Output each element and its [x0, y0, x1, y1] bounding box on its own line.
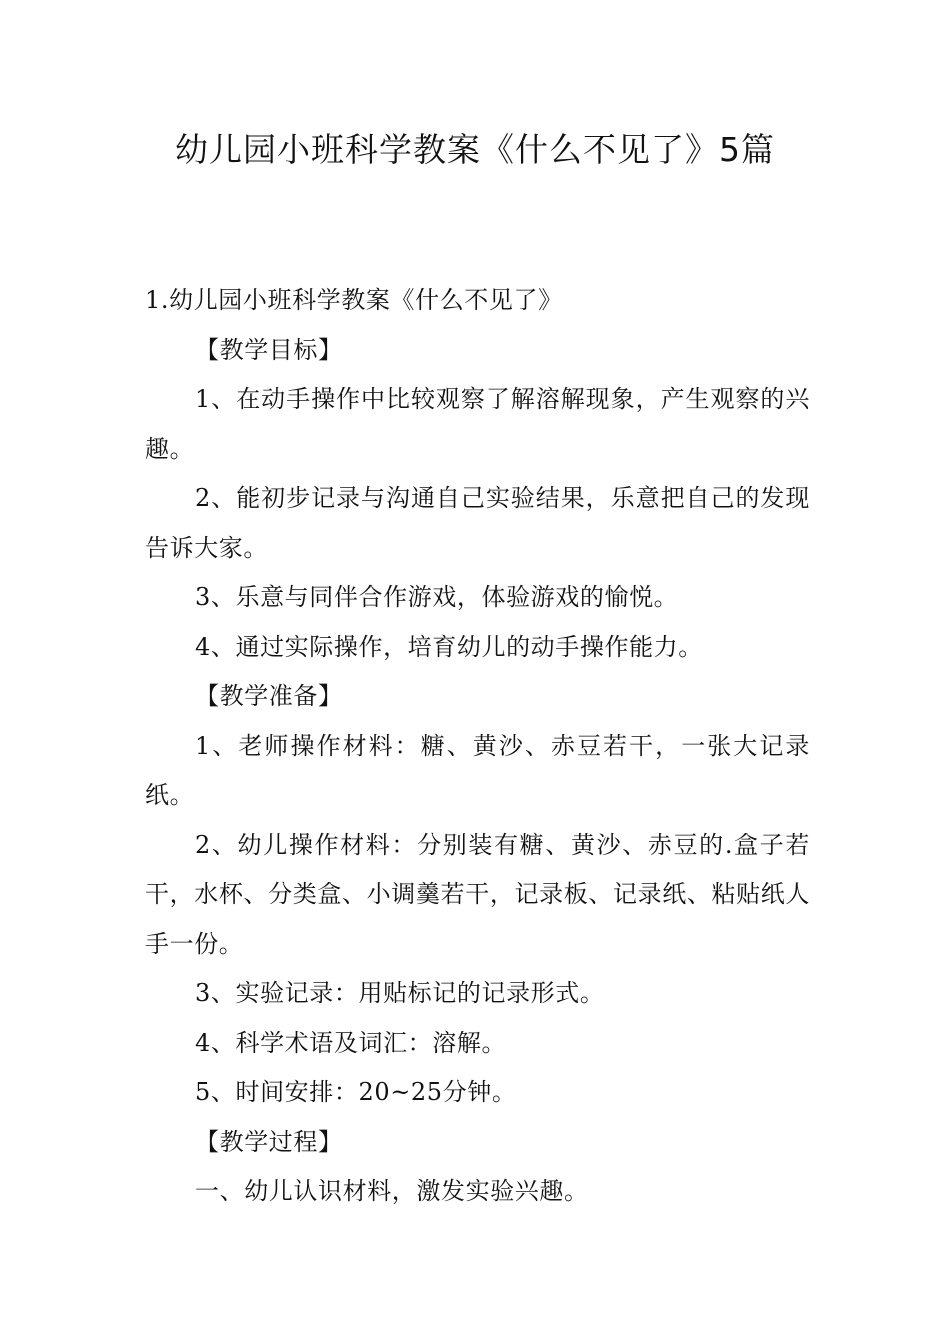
- preparation-item-3: 3、实验记录：用贴标记的记录形式。: [195, 979, 605, 1007]
- goal-item-2: 2、能初步记录与沟通自己实验结果，乐意把自己的发现告诉大家。: [145, 484, 810, 562]
- goal-item-4: 4、通过实际操作，培育幼儿的动手操作能力。: [195, 632, 703, 661]
- section-heading: 1.幼儿园小班科学教案《什么不见了》: [145, 286, 563, 314]
- goal-item-3: 3、乐意与同伴合作游戏，体验游戏的愉悦。: [195, 583, 679, 611]
- process-item-1: 一、幼儿认识材料，激发实验兴趣。: [195, 1177, 589, 1205]
- goal-item-1: 1、在动手操作中比较观察了解溶解现象，产生观察的兴趣。: [145, 385, 810, 463]
- preparation-item-4: 4、科学术语及词汇：溶解。: [195, 1028, 507, 1057]
- process-heading: 【教学过程】: [195, 1127, 343, 1156]
- preparation-item-5: 5、时间安排：20~25分钟。: [195, 1078, 517, 1106]
- preparation-heading: 【教学准备】: [195, 682, 343, 710]
- document-title: 幼儿园小班科学教案《什么不见了》5篇: [175, 130, 775, 169]
- preparation-item-2: 2、幼儿操作材料：分别装有糖、黄沙、赤豆的.盒子若干，水杯、分类盒、小调羹若干，记录板、记录纸、粘贴纸人手一份。: [145, 830, 810, 958]
- goals-heading: 【教学目标】: [195, 335, 343, 364]
- document-body: [145, 276, 810, 1217]
- preparation-item-1: 1、老师操作材料：糖、黄沙、赤豆若干，一张大记录纸。: [145, 731, 810, 809]
